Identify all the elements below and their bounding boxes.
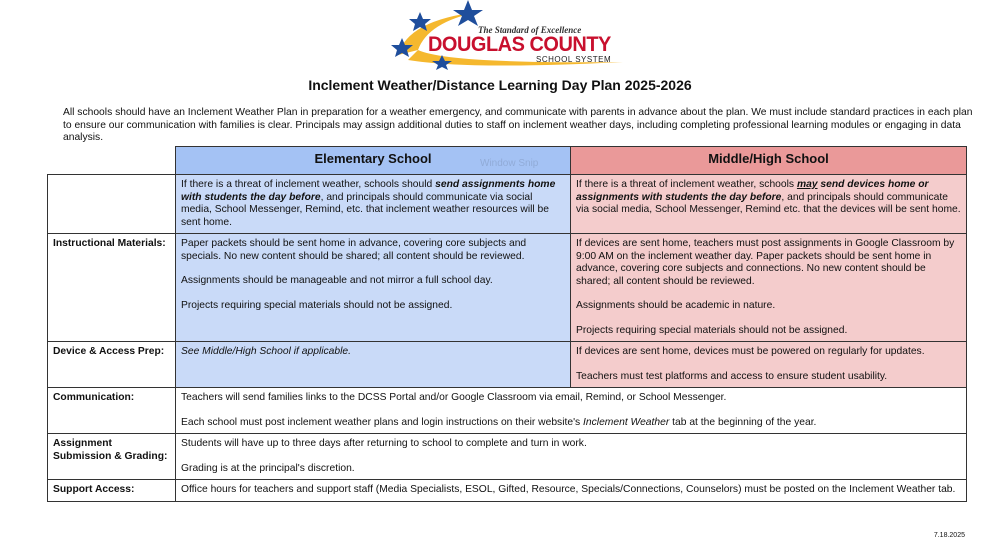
device-middle-high: If devices are sent home, devices must be powered on regularly for updates. Teachers must test platforms and access to ensure student usability. bbox=[571, 342, 967, 388]
support-text: Office hours for teachers and support staff (Media Specialists, ESOL, Gifted, Resource, Specials/Connections, Counselors) must be posted on the Inclement Weather tab. bbox=[176, 480, 967, 502]
table-row bbox=[48, 234, 967, 342]
row-label: Support Access: bbox=[48, 480, 176, 502]
row-label: Assignment Submission & Grading: bbox=[48, 434, 176, 480]
plan-table bbox=[47, 146, 967, 502]
instructional-elementary: Paper packets should be sent home in advance, covering core subjects and specials. No new content should be shared; all content should be reviewed. Assignments should be manageable and not mirror a full school day. Projects requiring special materials should not be assigned. bbox=[176, 234, 571, 342]
district-logo bbox=[388, 0, 628, 70]
logo-name: DOUGLAS COUNTY bbox=[428, 33, 611, 56]
row-label: Instructional Materials: bbox=[48, 234, 176, 342]
window-snip-overlay: Window Snip bbox=[480, 158, 539, 169]
header-elementary: Elementary School bbox=[176, 147, 571, 175]
device-elementary: See Middle/High School if applicable. bbox=[176, 342, 571, 388]
general-middle-high: If there is a threat of inclement weather, schools may send devices home or assignments with students the day before, and principals should communicate via social media, School Messenger, Remind etc. that the devices will be sent home. bbox=[571, 175, 967, 234]
logo-subtitle: SCHOOL SYSTEM bbox=[536, 55, 612, 64]
table-row bbox=[48, 388, 967, 434]
assignment-text: Students will have up to three days after returning to school to complete and turn in work. Grading is at the principal's discretion. bbox=[176, 434, 967, 480]
logo-tagline: The Standard of Excellence bbox=[478, 25, 582, 35]
page-title: Inclement Weather/Distance Learning Day Plan 2025-2026 bbox=[308, 77, 692, 93]
revision-date: 7.18.2025 bbox=[933, 532, 965, 539]
empty-header bbox=[48, 147, 176, 175]
instructional-middle-high: If devices are sent home, teachers must post assignments in Google Classroom by 9:00 AM on the inclement weather day. Paper packets should be sent home in advance, covering core subjects and connections. No new content should be shared; all content should be reviewed. Assignments should be academic in nature. Projects requiring special materials should not be assigned. bbox=[571, 234, 967, 342]
general-elementary: If there is a threat of inclement weather, schools should send assignments home with students the day before, and principals should communicate via social media, School Messenger, Remind, etc. that inclement weather resources will be sent home. bbox=[176, 175, 571, 234]
row-label: Communication: bbox=[48, 388, 176, 434]
table-row bbox=[48, 480, 967, 502]
table-row bbox=[48, 342, 967, 388]
table-row bbox=[48, 434, 967, 480]
table-row bbox=[48, 175, 967, 234]
row-label: Device & Access Prep: bbox=[48, 342, 176, 388]
communication-text: Teachers will send families links to the DCSS Portal and/or Google Classroom via email, Remind, or School Messenger. Each school must post inclement weather plans and login instructions on their website's Inclement Weather tab at the beginning of the year. bbox=[176, 388, 967, 434]
intro-paragraph: All schools should have an Inclement Weather Plan in preparation for a weather emergency, and communicate with parents in advance about the plan. We must include standard practices in each plan to ensure our communication with families is clear. Principals may assign additional duties to staff on inclement weather days, including completing professional learning modules or engaging in data analysis. bbox=[63, 107, 973, 143]
header-middle-high: Middle/High School bbox=[571, 147, 967, 175]
